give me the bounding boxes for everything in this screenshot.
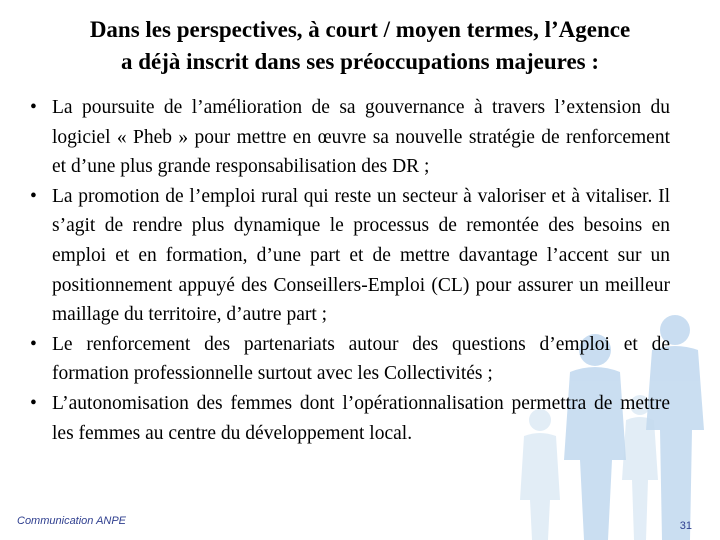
- title-line-1: Dans les perspectives, à court / moyen termes, l’Agence: [89, 17, 631, 42]
- bullet-dot: •: [30, 97, 37, 118]
- bullet-list: [30, 93, 670, 448]
- bullet-text: La poursuite de l’amélioration de sa gouvernance à travers l’extension du logiciel « Pheb » pour mettre en œuvre sa nouvelle stratégie de renforcement et d’une plus grande responsabilisation des DR ;: [52, 97, 670, 178]
- slide-title: [10, 14, 710, 78]
- footer-text: Communication ANPE: [17, 515, 127, 527]
- bullet-item: [30, 330, 670, 389]
- bullet-text: L’autonomisation des femmes dont l’opérationnalisation permettra de mettre les femmes au centre du développement local.: [52, 392, 670, 444]
- bullet-dot: •: [30, 392, 37, 414]
- bullet-item: [30, 389, 670, 448]
- bullet-item: [30, 182, 670, 330]
- bullet-dot: •: [30, 333, 37, 355]
- bullet-text: La promotion de l’emploi rural qui reste un secteur à valoriser et à vitaliser. Il s’agit de rendre plus dynamique le processus de remontée des besoins en emploi et en formation, d’une part et de mettre davantage l’accent sur un positionnement appuyé des Conseillers-Emploi (CL) pour assurer un meilleur maillage du territoire, d’autre part ;: [52, 185, 670, 326]
- bullet-dot: •: [30, 185, 37, 207]
- bullet-item: [30, 93, 670, 182]
- title-line-2: a déjà inscrit dans ses préoccupations majeures :: [120, 49, 600, 74]
- bullet-text: Le renforcement des partenariats autour des questions d’emploi et de formation professionnelle surtout avec les Collectivités ;: [52, 333, 670, 385]
- page-number: 31: [679, 520, 692, 532]
